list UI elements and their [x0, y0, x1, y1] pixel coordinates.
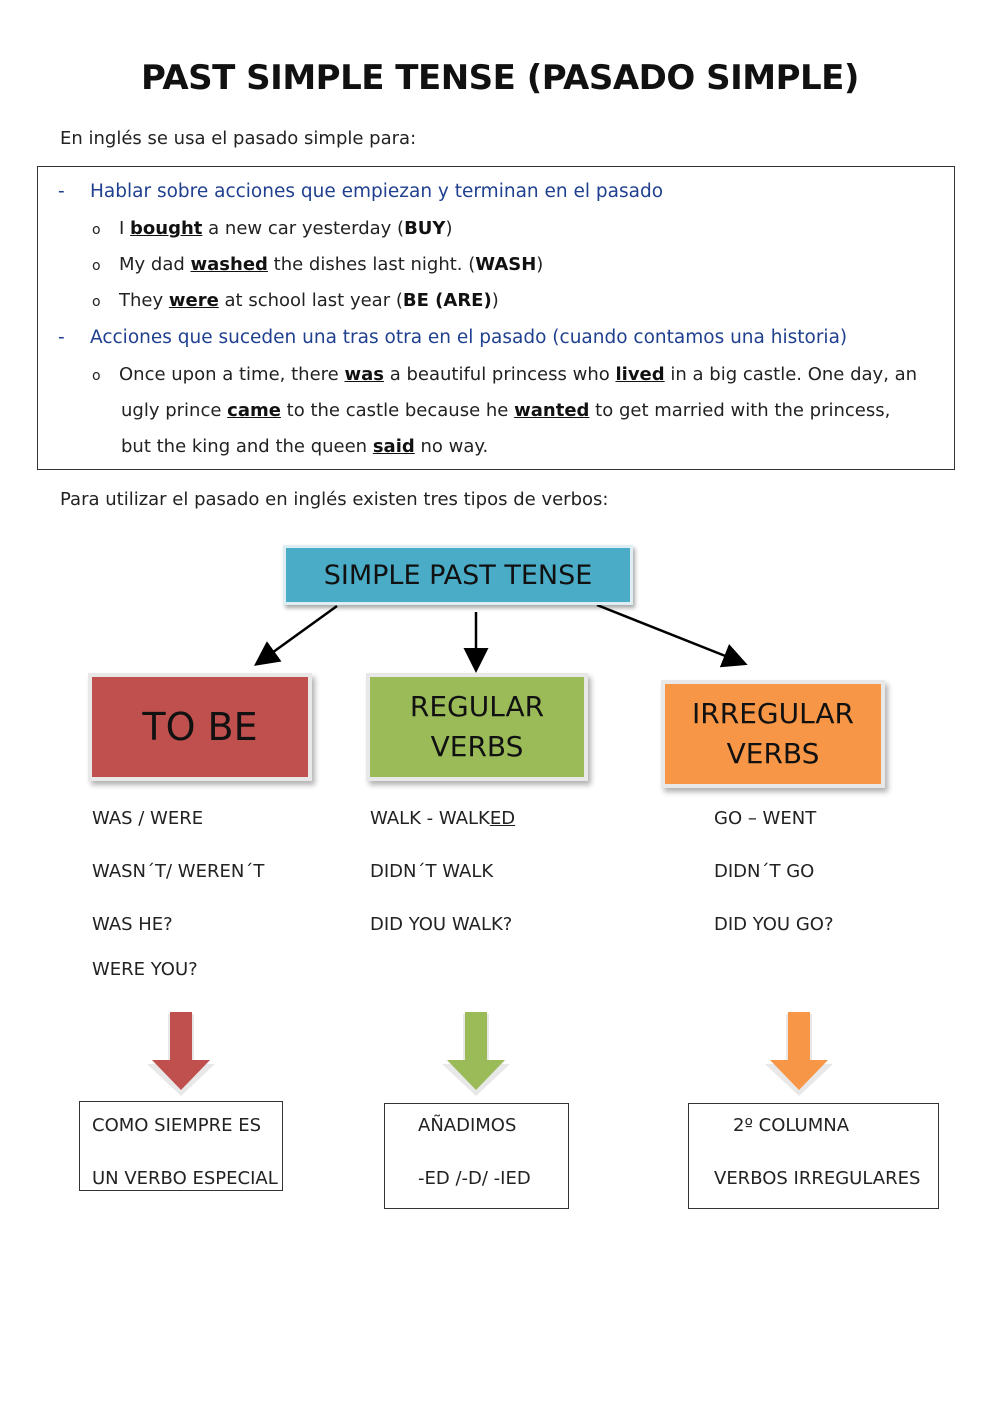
regular-form: DIDN´T WALK: [370, 861, 494, 882]
irregular-form: GO – WENT: [714, 808, 817, 829]
to-be-form: WERE YOU?: [92, 959, 198, 980]
past-verb: said: [372, 436, 415, 457]
past-verb: bought: [130, 218, 203, 239]
intro-text: En inglés se usa el pasado simple para:: [60, 128, 417, 149]
dash-bullet: -: [58, 181, 65, 202]
example-bought: o I bought a new car yesterday (BUY): [92, 218, 453, 239]
to-be-form: WAS / WERE: [92, 808, 204, 829]
irregular-form: DIDN´T GO: [714, 861, 815, 882]
irregular-note: VERBOS IRREGULARES: [714, 1168, 921, 1189]
irregular-note: 2º COLUMNA: [733, 1115, 850, 1136]
example-washed: o My dad washed the dishes last night. (WASH): [92, 254, 544, 275]
to-be-form: WASN´T/ WEREN´T: [92, 861, 265, 882]
base-verb: BUY: [404, 218, 446, 239]
past-verb: came: [227, 400, 281, 421]
to-be-form: WAS HE?: [92, 914, 173, 935]
ed-ending: ED: [489, 808, 516, 829]
irregular-verbs-box: IRREGULAR VERBS: [661, 680, 885, 788]
past-verb: wanted: [514, 400, 590, 421]
green-down-arrow-icon: [442, 1012, 510, 1096]
past-verb: washed: [190, 254, 268, 275]
to-be-note: COMO SIEMPRE ES: [92, 1115, 262, 1136]
regular-form: WALK - WALKED: [370, 808, 516, 829]
circle-bullet: o: [92, 368, 101, 384]
connector-arrow-left: [258, 606, 337, 663]
use-heading-1: - Hablar sobre acciones que empiezan y terminan en el pasado: [58, 181, 664, 202]
story-line-2: ugly prince came to the castle because he wanted to get married with the princess,: [121, 400, 891, 421]
regular-verbs-box: REGULAR VERBS: [366, 673, 588, 781]
example-were: o They were at school last year (BE (ARE)): [92, 290, 499, 311]
irregular-form: DID YOU GO?: [714, 914, 834, 935]
dash-bullet: -: [58, 327, 65, 348]
regular-note: -ED /-D/ -IED: [418, 1168, 531, 1189]
base-verb: WASH: [475, 254, 537, 275]
past-verb: was: [344, 364, 384, 385]
simple-past-header-box: SIMPLE PAST TENSE: [283, 545, 633, 605]
to-be-note: UN VERBO ESPECIAL: [92, 1168, 278, 1189]
connector-arrow-right: [597, 605, 743, 663]
types-intro: Para utilizar el pasado en inglés existen tres tipos de verbos:: [60, 489, 609, 510]
regular-form: DID YOU WALK?: [370, 914, 513, 935]
circle-bullet: o: [92, 222, 101, 238]
page-title: PAST SIMPLE TENSE (PASADO SIMPLE): [141, 58, 859, 98]
orange-down-arrow-icon: [765, 1012, 833, 1096]
past-verb: were: [168, 290, 219, 311]
use-heading-2: - Acciones que suceden una tras otra en el pasado (cuando contamos una historia): [58, 327, 848, 348]
circle-bullet: o: [92, 258, 101, 274]
story-line-1: o Once upon a time, there was a beautiful princess who lived in a big castle. One day, an: [92, 364, 918, 385]
story-line-3: but the king and the queen said no way.: [121, 436, 489, 457]
circle-bullet: o: [92, 294, 101, 310]
base-verb: BE (ARE): [402, 290, 492, 311]
to-be-box: TO BE: [88, 673, 312, 781]
regular-note: AÑADIMOS: [418, 1115, 517, 1136]
red-down-arrow-icon: [147, 1012, 215, 1096]
past-verb: lived: [615, 364, 665, 385]
